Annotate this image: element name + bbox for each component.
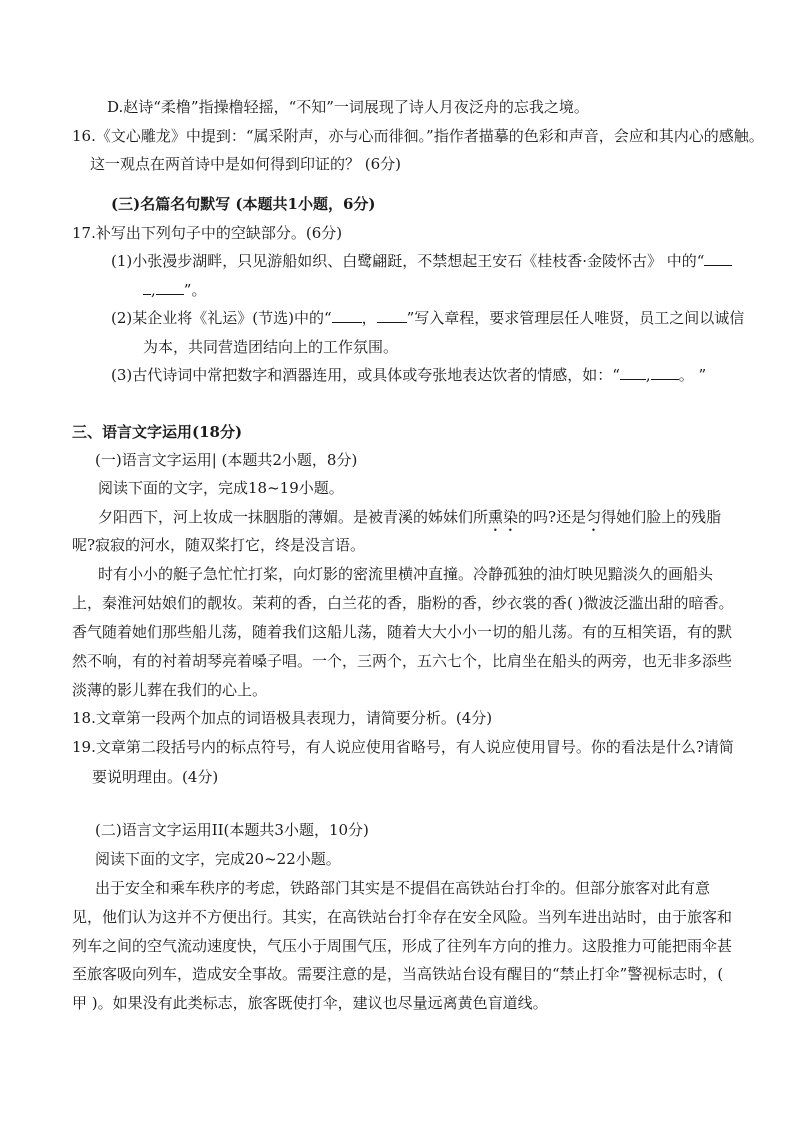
q19-line1: 19.文章第二段括号内的标点符号，有人说应使用省略号，有人说应使用冒号。你的看法是什么?请简 [72,738,734,756]
dotted-word: 熏染 [488,508,519,526]
passage2-line: 见，他们认为这并不方便出行。其实，在高铁站台打伞存在安全风险。当列车进出站时，由于旅客和 [72,908,733,926]
q19-line2: 要说明理由。(4分) [92,768,219,786]
q17-stem: 17.补写出下列句子中的空缺部分。(6分) [72,224,343,242]
q17-item2-text-b: ”写入章程，要求管理层任人唯贤，员工之间以诚信 [406,309,745,327]
q17-item3-text: (3)古代诗词中常把数字和酒器连用，或具体或夸张地表达饮者的情感，如：“ [111,366,620,384]
passage2-line: 甲 )。如果没有此类标志，旅客既使打伞，建议也尽量远离黄色盲道线。 [72,994,548,1012]
closing-quote: 。 ” [678,366,707,384]
part3-title: 三、语言文字运用(18分) [72,423,243,441]
q16-line1: 16.《文心雕龙》中提到：“属采附声，亦与心而徘徊。”指作者描摹的色彩和声音，会应和其内心的感触。 [72,127,764,145]
q17-item1 [111,252,732,270]
section-heading-recitation: (三)名篇名句默写 (本题共1小题，6分) [111,195,376,213]
passage1-para2-line: 时有小小的艇子急忙忙打桨，向灯影的密流里横冲直撞。冷静孤独的油灯映见黯淡久的画船头 [98,565,714,583]
passage1-para2-line: 上，秦淮河姑娘们的靓妆。茉莉的香，白兰花的香，脂粉的香，纱衣裳的香( )微波泛滥出甜的暗香。 [72,594,734,612]
q15-option-d: D.赵诗“柔橹”指操橹轻摇，“不知”一词展现了诗人月夜泛舟的忘我之境。 [107,98,589,116]
answer-blank[interactable] [332,309,362,323]
passage1-para2-line: 淡薄的影儿葬在我们的心上。 [72,681,268,699]
q17-item2-text: (2)某企业将《礼运》(节选)中的“ [111,309,332,327]
reading-instruction-2: 阅读下面的文字，完成20~22小题。 [95,850,341,868]
passage1-para2-line: 然不响，有的衬着胡琴亮着嗓子唱。一个，三两个，五六七个，比肩坐在船头的两旁，也无非多添些 [72,652,733,670]
text: 得她们脸上的残脂 [601,508,722,526]
q17-item1-text: (1)小张漫步湖畔，只见游船如织、白鹭翩跹，不禁想起王安石《桂枝香·金陵怀古》 中的“ [111,252,705,270]
answer-blank[interactable] [651,366,679,380]
answer-blank[interactable] [704,252,732,266]
text: 夕阳西下，河上妆成一抹胭脂的薄媚。是被青溪的姊妹们所 [98,508,489,526]
separator: , [645,366,651,384]
dotted-word: 匀 [586,508,602,526]
separator: ， [361,309,377,327]
passage1-para1-line1 [98,508,721,535]
q17-item3 [111,366,706,384]
q18: 18.文章第一段两个加点的词语极具表现力，请简要分析。(4分) [72,709,493,727]
answer-blank[interactable] [620,366,646,380]
answer-blank[interactable] [143,281,151,295]
text: 的吗?还是 [518,508,587,526]
q17-item1-cont [143,281,206,299]
reading-instruction-1: 阅读下面的文字，完成18~19小题。 [98,479,344,497]
passage2-line: 列车之间的空气流动速度快，气压小于周围气压，形成了往列车方向的推力。这股推力可能把雨伞甚 [72,937,733,955]
passage2-line: 至旅客吸向列车，造成安全事故。需要注意的是，当高铁站台设有醒目的“禁止打伞”警视标志时，( [72,965,724,983]
subsection-2-heading: (二)语言文字运用II(本题共3小题，10分) [95,821,369,839]
passage2-line: 出于安全和乘车秩序的考虑，铁路部门其实是不提倡在高铁站台打伞的。但部分旅客对此有意 [95,879,711,897]
q16-line2: 这一观点在两首诗中是如何得到印证的？ (6分) [90,155,402,173]
answer-blank[interactable] [156,281,184,295]
answer-blank[interactable] [377,309,407,323]
passage1-para2-line: 香气随着她们那些船儿荡，随着我们这船儿荡，随着大大小小一切的船儿荡。有的互相笑语，有的默 [72,623,733,641]
q17-item2-cont: 为本，共同营造团结向上的工作氛围。 [143,338,399,356]
passage1-para1-line2: 呢?寂寂的河水，随双桨打它，终是没言语。 [72,536,366,554]
subsection-1-heading: (一)语言文字运用| (本题共2小题，8分) [95,451,358,469]
closing-quote: ”。 [183,281,207,299]
q17-item2 [111,309,744,327]
separator: , [151,281,156,299]
